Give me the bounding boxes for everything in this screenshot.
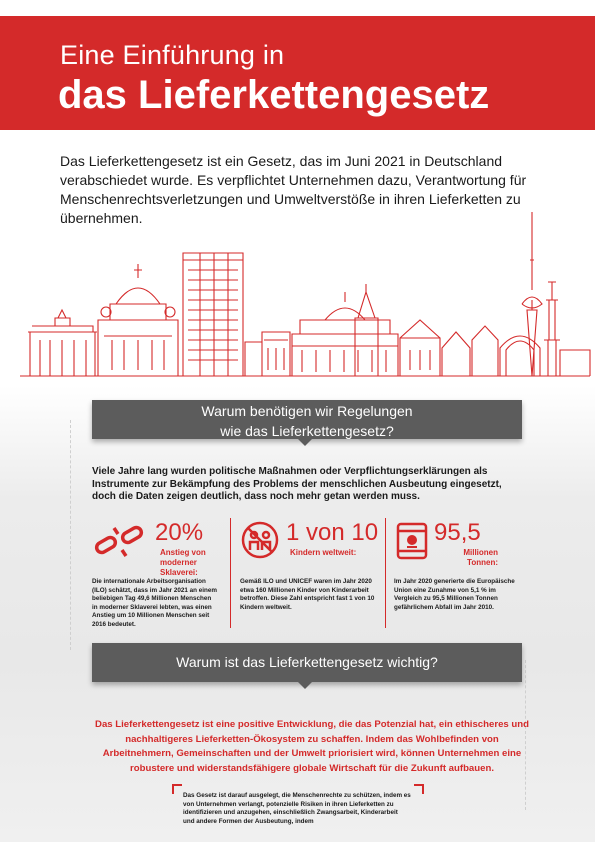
- quote-corner-top-right: [414, 784, 424, 794]
- section-2-paragraph: Das Lieferkettengesetz ist eine positive Entwicklung, die das Potenzial hat, ein ethischeres und nachhaltigeres Lieferketten-Ökosystem zu schaffen. Indem das Wohlbefinden von Arbeitnehmern, Gemeinschaften und der Umwelt priorisiert wird, können Unternehmen eine robustere und widerstandsfähigere globale Wirtschaft für die Zukunft aufbauen.: [95, 719, 529, 774]
- section-1-title-line-2: wie das Lieferkettengesetz?: [220, 423, 394, 439]
- stat-child-labour-text: Gemäß ILO und UNICEF waren im Jahr 2020 etwa 160 Millionen Kinder von Kinderarbeit betroffen. Diese Zahl entspricht fast 1 von 10 Kindern weltweit.: [240, 578, 375, 611]
- stat-waste-value: 95,5: [434, 519, 481, 546]
- section-2-heading: [92, 643, 522, 682]
- stat-slavery-text: Die internationale Arbeitsorganisation (ILO) schätzt, dass im Jahr 2021 an einem beliebigen Tag 49,6 Millionen Menschen in moderner Sklaverei lebten, was einen Anstieg um 10 Millionen Menschen seit 2016 bedeutet.: [92, 578, 217, 628]
- broken-chain-icon: [92, 520, 148, 564]
- section-1-pointer: [298, 439, 312, 446]
- dashed-guide-left: [70, 420, 71, 650]
- stat-divider-1: [230, 518, 231, 628]
- stat-slavery-label: Anstieg von moderner Sklaverei:: [160, 548, 206, 577]
- section-2-pointer: [298, 682, 312, 689]
- section-1-title-line-1: Warum benötigen wir Regelungen: [201, 403, 413, 419]
- title-banner: [0, 16, 595, 130]
- intro-paragraph: Das Lieferkettengesetz ist ein Gesetz, das im Juni 2021 in Deutschland verabschiedet wurde. Es verpflichtet Unternehmen dazu, Verantwortung für Menschenrechtsverletzungen und Umweltverstöße in ihren Lieferketten zu übernehmen.: [60, 153, 527, 226]
- section-1-heading: [92, 400, 522, 439]
- section-2-title: Warum ist das Lieferkettengesetz wichtig?: [176, 654, 438, 670]
- title-line-2: das Lieferkettengesetz: [58, 73, 490, 117]
- quote-paragraph: Das Gesetz ist darauf ausgelegt, die Menschenrechte zu schützen, indem es von Unternehmen verlangt, potenzielle Risiken in ihren Lieferketten zu identifizieren und anzugehen, einschließlich Zwangsarbeit, Kinderarbeit und andere Formen der Ausbeutung, indem: [183, 792, 411, 825]
- stat-waste-label: Millionen Tonnen:: [463, 548, 498, 567]
- stat-child-labour-value: 1 von 10: [286, 519, 379, 546]
- title-line-1: Eine Einführung in: [60, 40, 285, 70]
- no-child-labour-icon: [240, 520, 280, 560]
- stat-waste-text: Im Jahr 2020 generierte die Europäische Union eine Zunahme von 5,1 % im Vergleich zu 95,5 Millionen Tonnen gefährlichem Abfall im Jahr 2010.: [394, 578, 515, 611]
- stat-divider-2: [385, 518, 386, 628]
- stat-slavery-value: 20%: [155, 519, 204, 546]
- stat-child-labour-label: Kindern weltweit:: [290, 548, 357, 557]
- toxic-barrel-icon: [394, 520, 430, 560]
- berlin-skyline-illustration: [0, 200, 595, 390]
- section-1-paragraph: Viele Jahre lang wurden politische Maßnahmen oder Verpflichtungserklärungen als Instrumente zur Bekämpfung des Problems der menschlichen Ausbeutung eingesetzt, doch die Daten zeigen deutlich, dass noch mehr getan werden muss.: [92, 466, 502, 502]
- quote-corner-top-left: [172, 784, 182, 794]
